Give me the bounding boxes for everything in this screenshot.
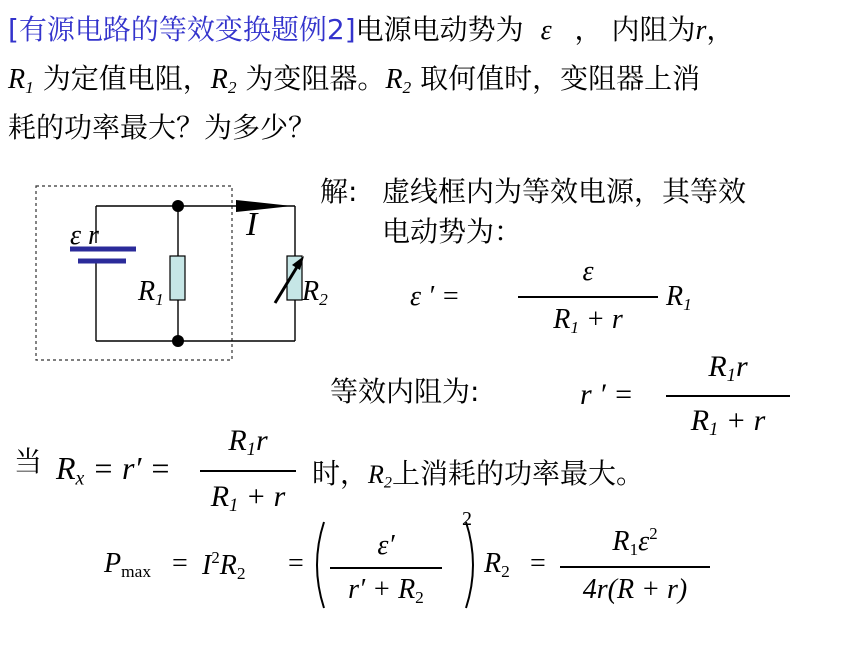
solution-line-2: 电动势为：: [382, 215, 523, 248]
internal-resistance-label: 内阻为: [611, 13, 696, 46]
eq1-lhs: ε ′ =: [410, 281, 461, 312]
problem-text: 为定值电阻，: [42, 62, 211, 95]
circuit-current-label: I: [246, 206, 258, 243]
eq2-fraction-bar: [666, 395, 790, 397]
circuit-diagram: [0, 170, 320, 370]
eq3-denominator: $R_1 + r$: [210, 480, 286, 517]
circuit-R1-label: $R_1$: [138, 276, 164, 309]
eq4-eq-b: =: [288, 548, 304, 579]
circuit-eps-r: ε r: [70, 220, 99, 251]
eq4-I2R2: $I^2R_2$: [202, 548, 246, 583]
eq4-eq-a: =: [172, 548, 188, 579]
eq4-denominator: $r' + R_2$: [348, 574, 424, 607]
internal-resistance-label: 等效内阻为:: [330, 375, 480, 408]
problem-line-3: 耗的功率最大？为多少？: [8, 111, 317, 144]
R1-symbol: $R_1$: [8, 64, 34, 97]
eq4-result-fraction-bar: [560, 566, 710, 568]
eq2-lhs: r ′ =: [580, 378, 634, 411]
problem-text: 取何值时，变阻器上消: [420, 62, 701, 95]
eq4-eq-c: =: [530, 548, 546, 579]
comma: ，: [574, 13, 603, 46]
eq4-result-numerator: $R_1\varepsilon^2$: [612, 524, 658, 559]
problem-tag: [有源电路的等效变换题例2]: [8, 13, 356, 46]
comma: ，: [706, 13, 735, 46]
current-arrow: [236, 200, 292, 212]
problem-line-1: [8, 14, 734, 47]
eq4-result-denominator: 4r(R + r): [582, 574, 688, 605]
when-tail: 时，$R_2$上消耗的功率最大。: [312, 457, 644, 492]
problem-text: 为变阻器。: [245, 62, 386, 95]
eq3-numerator: $R_1r$: [228, 424, 268, 461]
bottom-node: [172, 335, 184, 347]
equivalent-source-box: [36, 186, 232, 360]
circuit-R2-label: $R_2$: [302, 276, 328, 309]
eq1-tail: $R_1$: [666, 281, 692, 314]
eq2-denominator: $R_1 + r$: [690, 404, 766, 441]
eq2-numerator: $R_1r$: [708, 350, 748, 387]
eq1-denominator: $R_1 + r$: [553, 304, 623, 337]
r-symbol: r: [695, 15, 707, 46]
emf-symbol: ε: [540, 15, 552, 46]
when-label: 当: [14, 445, 43, 478]
eq4-fraction-bar: [330, 567, 442, 569]
solution-line-1: 虚线框内为等效电源，其等效: [382, 175, 747, 208]
eq1-fraction-bar: [518, 296, 658, 298]
eq4-power: 2: [462, 508, 472, 530]
problem-text: 电源电动势为: [355, 13, 524, 46]
R1-resistor: [170, 256, 185, 300]
eq4-P: $P_{max}$: [104, 548, 151, 581]
R2-symbol: $R_2$: [385, 64, 412, 97]
top-node: [172, 200, 184, 212]
R2-symbol: $R_2$: [210, 64, 237, 97]
problem-line-2: [8, 63, 700, 104]
eq3-fraction-bar: [200, 470, 296, 472]
eq4-numerator: ε′: [377, 530, 395, 561]
eq3-lhs: $R_x = r'$ =: [56, 450, 171, 490]
eq4-R2: $R_2$: [484, 548, 510, 581]
solution-label: 解:: [320, 175, 358, 208]
eq1-numerator: ε: [582, 256, 594, 287]
